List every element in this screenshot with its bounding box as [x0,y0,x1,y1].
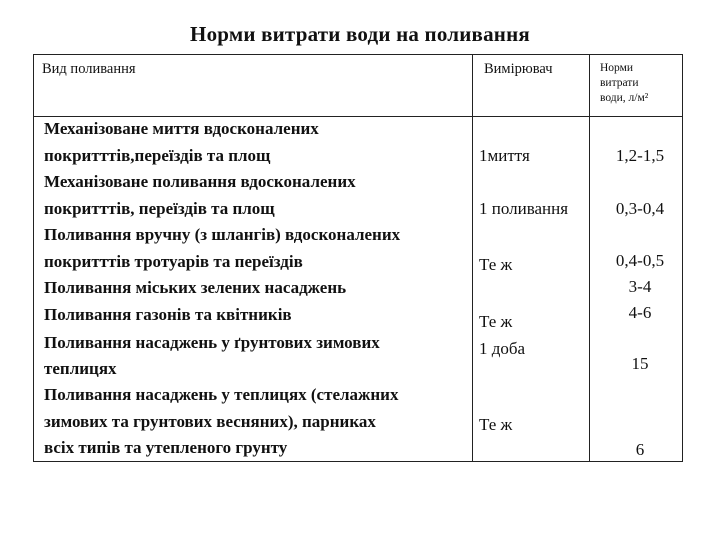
row-description: Поливання насаджень у ґрунтових зимових [44,333,380,352]
row-unit: Те ж [479,415,513,434]
row-norm: 4-6 [628,303,652,322]
row-description: Поливання газонів та квітників [44,305,292,324]
row-norm: 15 [631,354,649,373]
row-description: зимових та грунтових весняних), парниках [44,411,376,431]
row-norm: 3-4 [628,277,652,296]
row-description: покритттів,переїздів та площ [44,145,271,165]
row-description: Механізоване миття вдосконалених [44,119,319,138]
row-description: Механізоване поливання вдосконалених [44,172,356,191]
row-norm: 0,3-0,4 [615,199,665,218]
row-description: Поливання міських зелених насаджень [44,278,347,297]
row-description: всіх типів та утепленого грунту [44,438,288,457]
row-norm: 1,2-1,5 [615,146,665,165]
header-norm-3: води, л/м² [600,92,649,104]
header-norm-1: Норми [600,62,634,74]
header-type: Вид поливання [42,61,136,77]
header-norm-2: витрати [600,77,639,89]
row-unit: Те ж [479,255,513,274]
row-description: покритттів тротуарів та переїздів [44,251,303,271]
row-description: Поливання вручну (з шлангів) вдосконалених [44,225,401,244]
row-description: теплицях [44,359,117,378]
row-norm: 6 [635,440,645,459]
row-unit: 1 поливання [479,199,569,218]
header-meter: Вимірювач [484,61,553,77]
row-unit: 1миття [479,146,530,165]
page-title: Норми витрати води на поливання [190,22,530,46]
row-unit: 1 доба [479,339,526,358]
row-unit: Те ж [479,312,513,331]
row-norm: 0,4-0,5 [615,251,665,270]
row-description: покритттів, переїздів та площ [44,198,275,218]
row-description: Поливання насаджень у теплицях (стелажних [44,385,399,404]
